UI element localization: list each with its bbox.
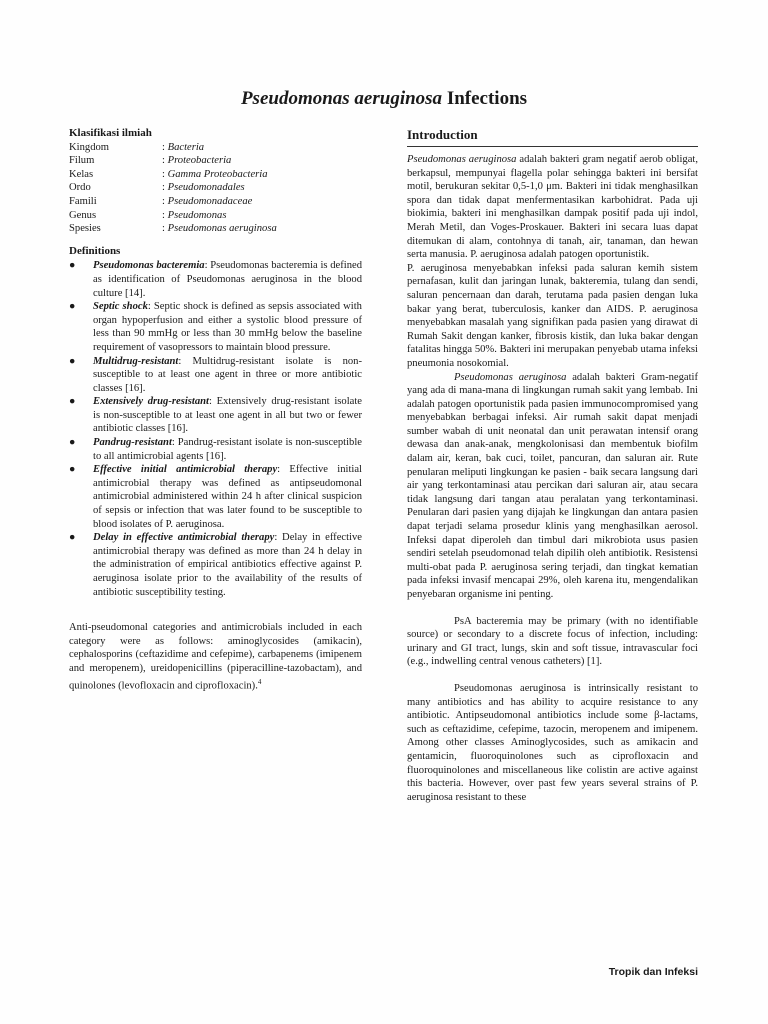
definition-text: : Extensively drug-resistant isolate is non-susceptible to at least one agent in all but two or fewer antibiotic classes [16]. (93, 396, 362, 435)
intro-p1-text: adalah bakteri gram negatif aerob obligat, berkapsul, mempunyai flagella polar sehingga bakteri ini bersifat motil, berukuran sekitar 0,5-1,0 μm. Bakteri ini tidak menghasilkan spora dan tidak dapat menfermentasikan karbohidrat. Pada uji biokimia, bakteri ini menghasilkan dampak positif pada uji indol, Merah Metil, dan Voges-Proskauer. Bakteri ini secara luas dapat ditemukan di alam, contohnya di tanah, air, tanaman, dan hewan serta manusia. P. aeruginosa adalah patogen oportunistik. (407, 154, 699, 261)
definition-item (69, 300, 362, 354)
classification-table (69, 141, 362, 236)
intro-p1-organism: Pseudomonas aeruginosa (407, 154, 517, 165)
bullet-icon: ● (69, 355, 76, 367)
classification-row (69, 168, 362, 182)
classification-value: : Bacteria (162, 141, 204, 155)
classification-heading: Klasifikasi ilmiah (69, 127, 152, 139)
intro-paragraph-1 (407, 153, 698, 262)
intro-paragraph-2: P. aeruginosa menyebabkan infeksi pada saluran kemih sistem pernafasan, kulit dan jaringan lunak, bakteremia, tulang dan sendi, saluran pencernaan dan darah, terutama pada pasien dengan luka bakar yang berat, tuberculosis, kanker dan AIDS. P. aeruginosa menyebabkan masalah yang signifikan pada pasien yang dirawat di Rumah Sakit dengan kanker, fibrosis kistik, dan luka bakar dengan fatalitas hingga 50%. Bakteri ini merupakan penyebab utama infeksi pneumonia nosokomial. (407, 262, 698, 369)
definition-term: Delay in effective antimicrobial therapy (93, 532, 275, 544)
classification-rank: Kelas (69, 168, 94, 180)
classification-row (69, 222, 362, 236)
bullet-icon: ● (69, 260, 76, 272)
definition-text: : Multidrug-resistant isolate is non-susceptible to at least one agent in three or more antibiotic classes [16]. (93, 355, 362, 394)
anti-pseudomonal-text: Anti-pseudomonal categories and antimicrobials included in each category were as follows: aminoglycosides (amikacin), cephalosporins (ceftazidime and cefepime), carbapenems (imipenem and meropenem), ureidopenicillins (piperacilline-tazobactam), and quinolones (levofloxacin and ciprofloxacin). (69, 622, 362, 692)
definition-text: : Effective initial antimicrobial therapy was defined as antipseudomonal antimicrobial administered within 24 h after clinical suspicion of sepsis or infection that was later found to be susceptible to blood isolates of P. aeruginosa. (93, 464, 362, 530)
classification-rank: Spesies (69, 223, 101, 235)
definition-term: Pseudomonas bacteremia (93, 260, 205, 272)
intro-paragraph-4: PsA bacteremia may be primary (with no identifiable source) or secondary to a discrete focus of infection, including: urinary and GI tract, lungs, skin and soft tissue, intravascular foci (e.g., indwelling central venous catheters) [1]. (407, 615, 698, 668)
title-suffix: Infections (442, 88, 528, 109)
bullet-icon: ● (69, 396, 76, 408)
definition-term: Septic shock (93, 301, 148, 313)
definition-item (69, 355, 362, 396)
definitions-heading: Definitions (69, 244, 121, 257)
anti-pseudomonal-paragraph (69, 621, 362, 693)
definition-term: Effective initial antimicrobial therapy (93, 464, 278, 476)
definition-item (69, 463, 362, 531)
classification-rank: Genus (69, 209, 97, 221)
classification-value: : Gamma Proteobacteria (162, 168, 268, 182)
intro-p3-text: adalah bakteri Gram-negatif yang ada di mana-mana di lingkungan rumah sakit yang lembab. Ini adalah patogen oportunistik pada pasien immunocompromised yang menyebabkan berbagai infeksi. Air rumah sakit dapat menjadi sumber wabah di unit neonatal dan unit perawatan intensif orang dewasa dan anak-anak, mengkolonisasi dan membentuk biofilm dalam air, keran, bak cuci, toilet, pancuran, dan saluran air. Rute penularan meliputi lingkungan ke pasien - baik secara langsung dari air yang terkontaminasi atau percikan dari saluran air, atau secara tidak langsung dari tangan atau peralatan yang terkontaminasi. Penularan dari pasien yang dijajah ke lingkungan dan antara pasien dapat terjadi selama prosedur klinis yang menghasilkan aerosol. Infeksi dapat diperoleh dan timbul dari mikrobiota usus pasien sendiri setelah pseudomonad telah dipilih oleh antibiotik. Resistensi multi-obat pada P. aeruginosa sering terjadi, dan tingkat kematian pada infeksi invasif mencapai 29%, oleh karena itu, mengendalikan penyebaran organisme ini penting. (407, 371, 699, 600)
definition-item (69, 395, 362, 436)
classification-value: : Pseudomonas aeruginosa (162, 222, 277, 236)
classification-row (69, 181, 362, 195)
definition-item (69, 531, 362, 599)
definition-text: : Delay in effective antimicrobial therapy was defined as more than 24 h delay in the administration of empirical antibiotics effective against P. aeruginosa isolate prior to the availability of the results of antibiotic susceptibility testing. (93, 532, 362, 598)
classification-value: : Pseudomonadales (162, 181, 245, 195)
classification-row (69, 154, 362, 168)
classification-row (69, 209, 362, 223)
right-column (407, 126, 698, 804)
introduction-heading: Introduction (407, 127, 478, 142)
definition-text: : Septic shock is defined as sepsis associated with organ hypoperfusion and either a systolic blood pressure of less than 90 mmHg or less than 30 mmHg below the baseline requirement of vasopressors to maintain blood pressure. (93, 301, 362, 353)
left-column (69, 127, 362, 693)
definition-term: Pandrug-resistant (93, 437, 172, 449)
journal-footer: Tropik dan Infeksi (608, 966, 698, 978)
section-divider (407, 146, 698, 147)
classification-rank: Kingdom (69, 141, 110, 153)
definitions-list (69, 259, 362, 599)
definition-term: Extensively drug-resistant (93, 396, 209, 408)
bullet-icon: ● (69, 464, 76, 476)
bullet-icon: ● (69, 532, 76, 544)
classification-value: : Proteobacteria (162, 154, 231, 168)
intro-paragraph-3 (407, 371, 698, 602)
citation-superscript: 4 (257, 677, 262, 686)
definition-item (69, 436, 362, 463)
intro-paragraph-5: Pseudomonas aeruginosa is intrinsically resistant to many antibiotics and has ability to acquire resistance to any antibiotic. Antipseudomonal antibiotics include some β-lactams, such as ceftazidime, cefepime, tazocin, meropenem and imipenem. Among other classes Aminoglycosides, such as amikacin and gentamicin, fluoroquinolones such as ciprofloxacin and fluoroquinolones and miscellaneous like colistin are active against this bacteria. However, over past few years several strains of P. aeruginosa resistant to these (407, 682, 698, 803)
classification-value: : Pseudomonas (162, 209, 226, 223)
bullet-icon: ● (69, 301, 76, 313)
definition-text: : Pseudomonas bacteremia is defined as identification of Pseudomonas aeruginosa in the blood culture [14]. (93, 260, 362, 299)
classification-rank: Famili (69, 195, 97, 207)
definition-item (69, 259, 362, 300)
bullet-icon: ● (69, 437, 76, 449)
page-title (0, 88, 768, 110)
intro-p3-organism: Pseudomonas aeruginosa (454, 371, 567, 383)
classification-row (69, 141, 362, 155)
classification-rank: Ordo (69, 182, 91, 194)
classification-value: : Pseudomonadaceae (162, 195, 252, 209)
definition-text: : Pandrug-resistant isolate is non-susceptible to all antimicrobial agents [16]. (93, 437, 362, 462)
classification-row (69, 195, 362, 209)
definition-term: Multidrug-resistant (93, 355, 179, 367)
title-organism: Pseudomonas aeruginosa (240, 88, 443, 109)
classification-rank: Filum (69, 155, 95, 167)
